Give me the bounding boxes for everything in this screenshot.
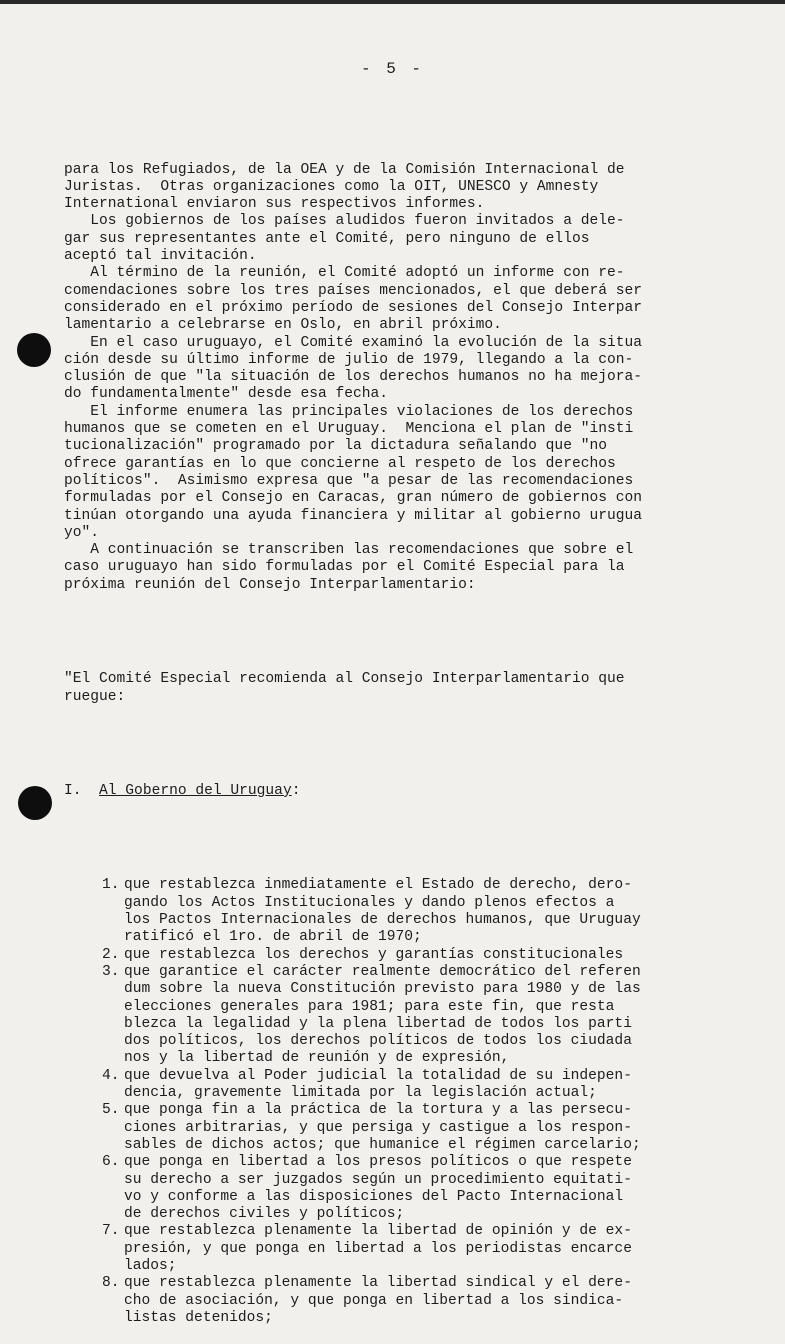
item-line: los Pactos Internacionales de derechos humanos, que Uruguay (124, 912, 641, 929)
page-top-edge (0, 0, 785, 4)
body-line: Juristas. Otras organizaciones como la OIT, UNESCO y Amnesty (64, 178, 599, 195)
recommendation-item (64, 1154, 724, 1223)
item-line: presión, y que ponga en libertad a los periodistas encarce (124, 1240, 632, 1257)
item-number: 1. (102, 877, 120, 894)
body-line: En el caso uruguayo, el Comité examinó la evolución de la situa (64, 334, 643, 351)
item-line: gando los Actos Institucionales y dando plenos efectos a (124, 894, 615, 911)
item-line: dos políticos, los derechos políticos de todos los ciudada (124, 1033, 632, 1050)
item-line: sables de dichos actos; que humanice el régimen carcelario; (124, 1136, 641, 1153)
item-number: 3. (102, 963, 120, 980)
body-line: humanos que se cometen en el Uruguay. Menciona el plan de "insti (64, 421, 634, 438)
intro-paragraphs (64, 162, 724, 594)
item-line: cho de asociación, y que ponga en libertad a los sindica- (124, 1292, 624, 1309)
body-line: formuladas por el Consejo en Caracas, gran número de gobiernos con (64, 490, 643, 507)
body-line: considerado en el próximo período de sesiones del Consejo Interpar (64, 299, 643, 316)
recommendations-list (64, 877, 724, 1327)
body-line: tinúan otorgando una ayuda financiera y militar al gobierno urugua (64, 507, 643, 524)
item-line: vo y conforme a las disposiciones del Pacto Internacional (124, 1188, 624, 1205)
section-title-suffix: : (291, 782, 301, 799)
item-line: que restablezca los derechos y garantías constitucionales (124, 946, 624, 963)
item-line: su derecho a ser juzgados según un procedimiento equitati- (124, 1171, 632, 1188)
item-line: que restablezca inmediatamente el Estado de derecho, dero- (124, 877, 632, 894)
body-line: gar sus representantes ante el Comité, pero ninguno de ellos (64, 230, 590, 247)
spacer (64, 835, 724, 843)
item-line: dencia, gravemente limitada por la legislación actual; (124, 1085, 597, 1102)
recommendation-item (64, 1275, 724, 1327)
item-line: que devuelva al Poder judicial la totalidad de su indepen- (124, 1067, 632, 1084)
document-body (64, 127, 724, 1344)
item-line: listas detenidos; (124, 1309, 273, 1326)
body-line: ofrece garantías en lo que concierne al respeto de los derechos (64, 455, 616, 472)
body-line: Al término de la reunión, el Comité adoptó un informe con re- (64, 265, 625, 282)
item-number: 2. (102, 946, 120, 963)
recommendation-item (64, 1223, 724, 1275)
spacer (64, 629, 724, 637)
item-line: que ponga fin a la práctica de la tortura y a las persecu- (124, 1102, 632, 1119)
item-line: que ponga en libertad a los presos políticos o que respete (124, 1154, 632, 1171)
item-line: que restablezca plenamente la libertad sindical y el dere- (124, 1275, 632, 1292)
body-line: próxima reunión del Consejo Interparlamentario: (64, 576, 476, 593)
punch-hole-lower (18, 786, 52, 820)
item-line: ratificó el 1ro. de abril de 1970; (124, 929, 422, 946)
body-line: tucionalización" programado por la dictadura señalando que "no (64, 438, 607, 455)
page-number: - 5 - (360, 60, 424, 78)
recommendation-item (64, 964, 724, 1068)
section-heading (64, 783, 724, 800)
body-line: clusión de que "la situación de los derechos humanos no ha mejora- (64, 369, 643, 386)
item-line: de derechos civiles y políticos; (124, 1206, 405, 1223)
recommendation-item (64, 1102, 724, 1154)
body-line: políticos". Asimismo expresa que "a pesar de las recomendaciones (64, 472, 634, 489)
quote-line: "El Comité Especial recomienda al Consejo Interparlamentario que (64, 671, 625, 688)
item-line: que garantice el carácter realmente democrático del referen (124, 963, 641, 980)
item-number: 6. (102, 1154, 120, 1171)
item-line: dum sobre la nueva Constitución previsto para 1980 y de las (124, 981, 641, 998)
body-line: ción desde su último informe de julio de 1979, llegando a la con- (64, 351, 634, 368)
quote-paragraph (64, 671, 724, 706)
item-line: elecciones generales para 1981; para este fin, que resta (124, 998, 615, 1015)
body-line: El informe enumera las principales violaciones de los derechos (64, 403, 634, 420)
body-line: lamentario a celebrarse en Oslo, en abril próximo. (64, 317, 502, 334)
body-line: Los gobiernos de los países aludidos fueron invitados a dele- (64, 213, 625, 230)
body-line: aceptó tal invitación. (64, 248, 257, 265)
body-line: comendaciones sobre los tres países mencionados, el que deberá ser (64, 282, 643, 299)
recommendation-item (64, 877, 724, 946)
item-line: blezca la legalidad y la plena libertad de todos los parti (124, 1015, 632, 1032)
recommendation-item (64, 947, 724, 964)
body-line: A continuación se transcriben las recomendaciones que sobre el (64, 542, 634, 559)
item-number: 8. (102, 1275, 120, 1292)
item-line: lados; (124, 1258, 177, 1274)
body-line: yo". (64, 524, 100, 541)
body-line: caso uruguayo han sido formuladas por el Comité Especial para la (64, 559, 625, 576)
recommendation-item (64, 1068, 724, 1103)
body-line: International enviaron sus respectivos informes. (64, 196, 485, 213)
section-title: Al Goberno del Uruguay (99, 782, 292, 799)
item-line: ciones arbitrarias, y que persiga y castigue a los respon- (124, 1119, 632, 1136)
section-numeral: I. (64, 782, 82, 799)
item-line: nos y la libertad de reunión y de expresión, (124, 1050, 510, 1067)
spacer (64, 740, 724, 748)
body-line: do fundamentalmente" desde esa fecha. (64, 386, 389, 403)
item-line: que restablezca plenamente la libertad de opinión y de ex- (124, 1223, 632, 1240)
item-number: 4. (102, 1067, 120, 1084)
item-number: 5. (102, 1102, 120, 1119)
body-line: para los Refugiados, de la OEA y de la Comisión Internacional de (64, 161, 625, 178)
punch-hole-upper (17, 333, 51, 367)
quote-line: ruegue: (64, 688, 126, 705)
item-number: 7. (102, 1223, 120, 1240)
